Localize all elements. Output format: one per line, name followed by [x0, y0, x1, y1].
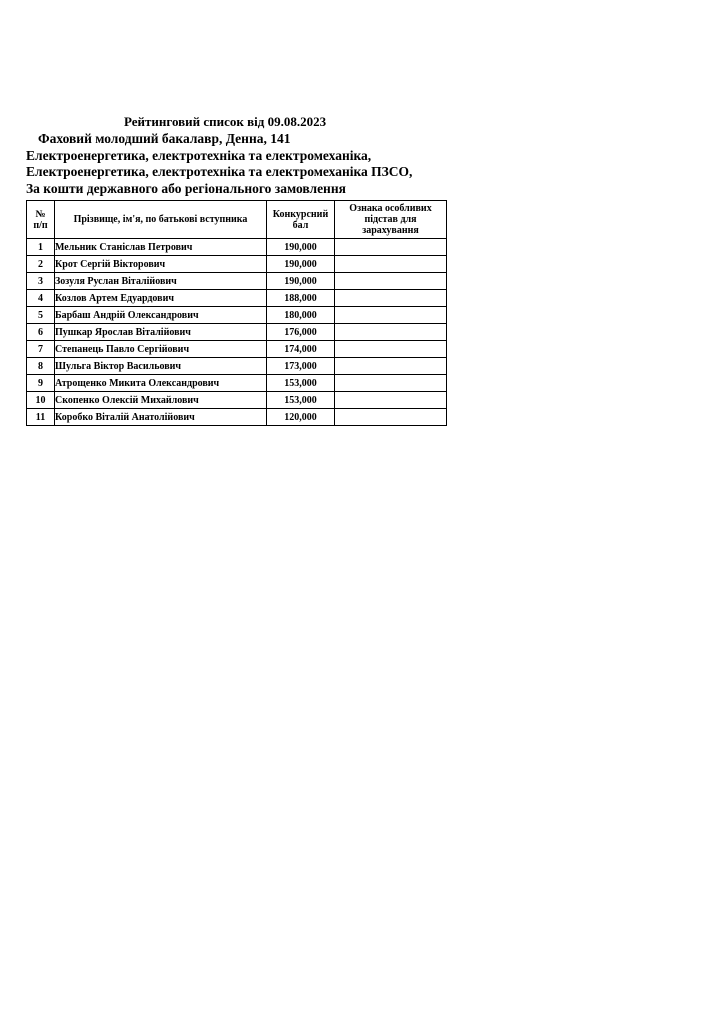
cell-mark [335, 392, 447, 409]
column-header-number [27, 201, 55, 239]
cell-number: 6 [27, 324, 55, 341]
table-row [27, 256, 447, 273]
cell-score: 190,000 [267, 273, 335, 290]
table-row [27, 358, 447, 375]
cell-mark [335, 256, 447, 273]
heading-line-program: Електроенергетика, електротехніка та електромеханіка ПЗСО, [26, 164, 413, 179]
cell-score: 180,000 [267, 307, 335, 324]
cell-score: 188,000 [267, 290, 335, 307]
cell-name: Козлов Артем Едуардович [55, 290, 267, 307]
table-header-row [27, 201, 447, 239]
column-header-mark [335, 201, 447, 239]
table-row [27, 290, 447, 307]
cell-name: Пушкар Ярослав Віталійович [55, 324, 267, 341]
table-row [27, 324, 447, 341]
cell-number: 11 [27, 409, 55, 426]
cell-score: 174,000 [267, 341, 335, 358]
cell-score: 173,000 [267, 358, 335, 375]
cell-name: Коробко Віталій Анатолійович [55, 409, 267, 426]
cell-name: Мельник Станіслав Петрович [55, 239, 267, 256]
cell-name: Крот Сергій Вікторович [55, 256, 267, 273]
heading-line-speciality: Електроенергетика, електротехніка та електромеханіка, [26, 147, 372, 163]
cell-number: 2 [27, 256, 55, 273]
cell-score: 190,000 [267, 256, 335, 273]
column-header-score-line1: Конкурсний [272, 208, 329, 220]
table-row [27, 239, 447, 256]
heading-line-funding: За кошти державного або регіонального замовлення [26, 180, 346, 196]
cell-score: 176,000 [267, 324, 335, 341]
column-header-mark-line3: зарахування [362, 225, 419, 236]
cell-mark [335, 409, 447, 426]
cell-number: 7 [27, 341, 55, 358]
cell-number: 1 [27, 239, 55, 256]
cell-score: 120,000 [267, 409, 335, 426]
cell-number: 5 [27, 307, 55, 324]
cell-name: Барбаш Андрій Олександрович [55, 307, 267, 324]
cell-name: Шульга Віктор Васильович [55, 358, 267, 375]
cell-name: Скопенко Олексій Михайлович [55, 392, 267, 409]
rating-table [26, 200, 447, 426]
heading-block [26, 131, 686, 197]
column-header-mark-line1: Ознака особливих [349, 203, 432, 214]
cell-score: 153,000 [267, 392, 335, 409]
cell-number: 3 [27, 273, 55, 290]
page-title: Рейтинговий список від 09.08.2023 [124, 114, 327, 129]
cell-number: 10 [27, 392, 55, 409]
cell-name: Зозуля Руслан Віталійович [55, 273, 267, 290]
cell-number: 8 [27, 358, 55, 375]
column-header-number-line1: № [35, 208, 46, 220]
column-header-name: Прізвище, ім'я, по батькові вступника [55, 201, 267, 239]
cell-number: 4 [27, 290, 55, 307]
column-header-number-line2: п/п [33, 219, 48, 231]
table-row [27, 392, 447, 409]
table-row [27, 273, 447, 290]
cell-mark [335, 307, 447, 324]
cell-mark [335, 239, 447, 256]
cell-mark [335, 375, 447, 392]
cell-name: Степанець Павло Сергійович [55, 341, 267, 358]
cell-number: 9 [27, 375, 55, 392]
cell-mark [335, 341, 447, 358]
table-row [27, 341, 447, 358]
column-header-score [267, 201, 335, 239]
table-row [27, 375, 447, 392]
heading-line-degree: Фаховий молодший бакалавр, Денна, 141 [38, 131, 291, 146]
cell-mark [335, 358, 447, 375]
cell-score: 190,000 [267, 239, 335, 256]
cell-mark [335, 290, 447, 307]
cell-name: Атрощенко Микита Олександрович [55, 375, 267, 392]
table-row [27, 307, 447, 324]
column-header-mark-line2: підстав для [364, 214, 417, 225]
cell-score: 153,000 [267, 375, 335, 392]
cell-mark [335, 324, 447, 341]
table-row [27, 409, 447, 426]
column-header-score-line2: бал [292, 219, 309, 231]
cell-mark [335, 273, 447, 290]
